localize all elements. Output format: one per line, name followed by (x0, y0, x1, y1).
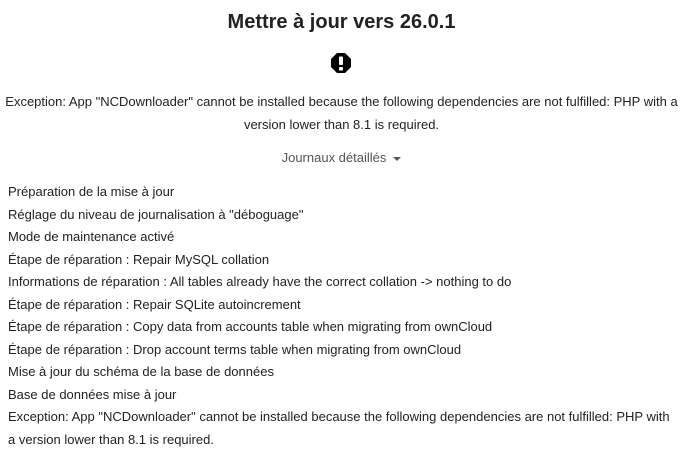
log-line: Préparation de la mise à jour (8, 184, 175, 199)
log-list (8, 181, 678, 451)
log-line: Mode de maintenance activé (8, 229, 175, 244)
log-line: Étape de réparation : Repair MySQL collation (8, 251, 270, 267)
detailed-logs-label: Journaux détaillés (281, 150, 387, 165)
log-line: Mise à jour du schéma de la base de données (8, 364, 274, 379)
exclamation-octagon-icon (330, 52, 352, 74)
log-line: Base de données mise à jour (8, 386, 177, 402)
detailed-logs-toggle[interactable] (0, 148, 683, 168)
log-line: Étape de réparation : Copy data from accounts table when migrating from ownCloud (8, 319, 493, 334)
log-line: Réglage du niveau de journalisation à "déboguage" (8, 206, 304, 222)
log-line: Étape de réparation : Drop account terms table when migrating from ownCloud (8, 341, 462, 357)
log-line: Étape de réparation : Repair SQLite autoincrement (8, 296, 301, 312)
log-line: Informations de réparation : All tables already have the correct collation -> nothing to do (8, 274, 512, 289)
caret-down-icon (393, 157, 401, 161)
log-line-exception: Exception: App "NCDownloader" cannot be installed because the following dependencies are not fulfilled: PHP with a version lower than 8.1 is required. (8, 409, 670, 447)
page-title: Mettre à jour vers 26.0.1 (227, 11, 456, 33)
exception-message: Exception: App "NCDownloader" cannot be installed because the following dependencies are not fulfilled: PHP with a version lower than 8.1 is required. (5, 94, 678, 132)
